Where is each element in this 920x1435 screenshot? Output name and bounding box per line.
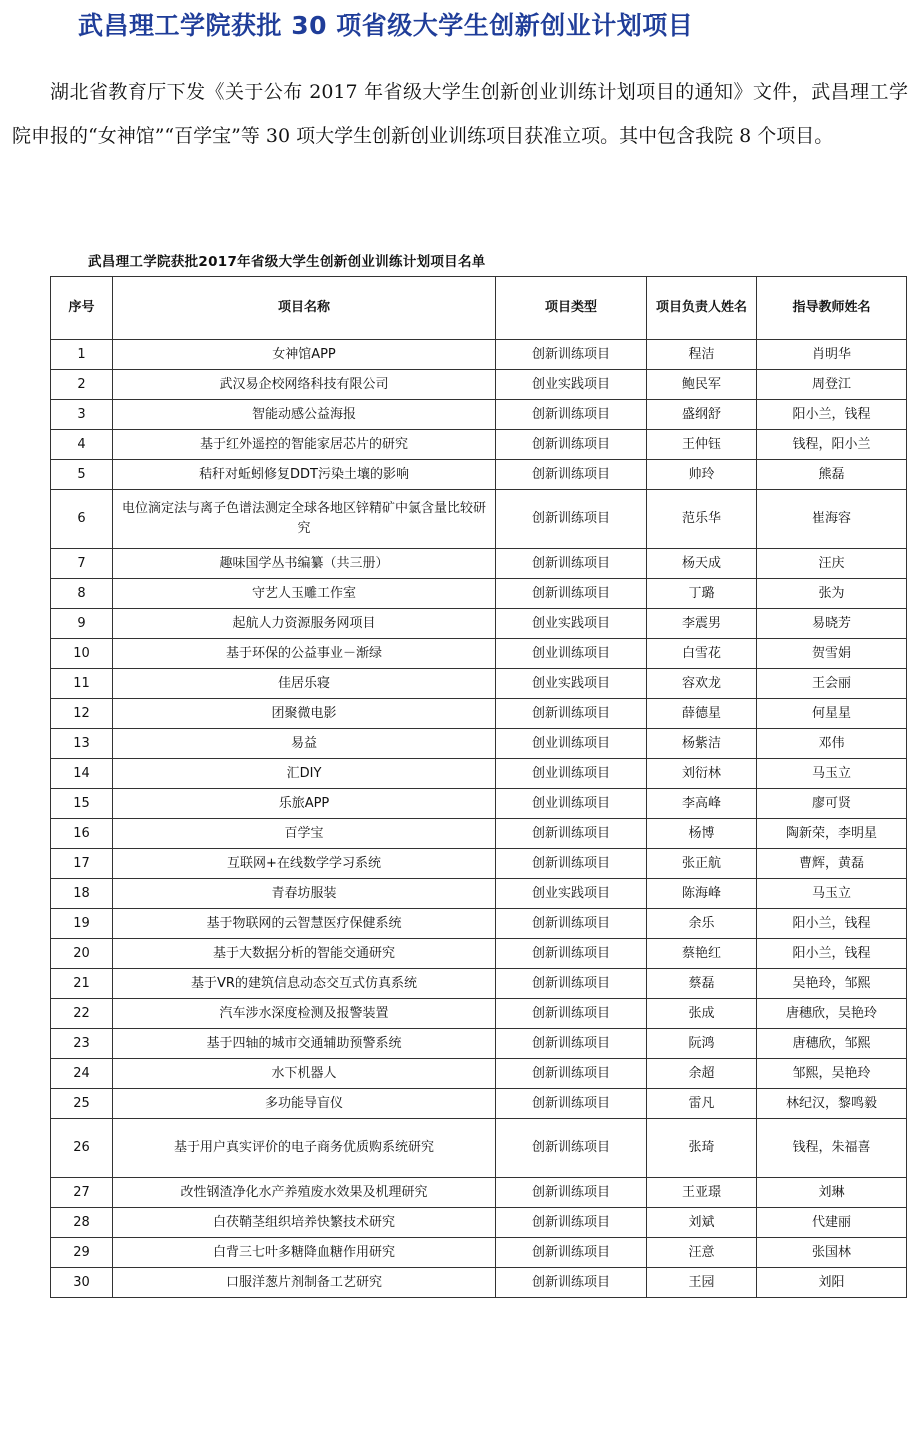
table-row	[51, 669, 907, 699]
cell-leader: 余超	[647, 1059, 757, 1089]
cell-project-type: 创业实践项目	[496, 609, 647, 639]
table-row	[51, 460, 907, 490]
cell-leader: 李高峰	[647, 789, 757, 819]
cell-number: 28	[51, 1208, 113, 1238]
cell-number: 23	[51, 1029, 113, 1059]
table-row	[51, 579, 907, 609]
cell-project-name: 白背三七叶多糖降血糖作用研究	[113, 1238, 496, 1268]
cell-project-type: 创新训练项目	[496, 999, 647, 1029]
cell-advisor: 刘阳	[757, 1268, 907, 1298]
cell-advisor: 林纪汉，黎鸣毅	[757, 1089, 907, 1119]
cell-advisor: 代建丽	[757, 1208, 907, 1238]
cell-leader: 李震男	[647, 609, 757, 639]
cell-advisor: 吴艳玲，邹熙	[757, 969, 907, 999]
cell-leader: 汪意	[647, 1238, 757, 1268]
cell-project-name: 佳居乐寝	[113, 669, 496, 699]
cell-number: 15	[51, 789, 113, 819]
cell-project-type: 创业实践项目	[496, 669, 647, 699]
cell-leader: 杨紫洁	[647, 729, 757, 759]
table-row	[51, 1059, 907, 1089]
table-row	[51, 490, 907, 549]
cell-number: 29	[51, 1238, 113, 1268]
cell-leader: 杨天成	[647, 549, 757, 579]
cell-project-type: 创新训练项目	[496, 579, 647, 609]
table-row	[51, 1029, 907, 1059]
table-row	[51, 1178, 907, 1208]
cell-advisor: 周登江	[757, 370, 907, 400]
cell-advisor: 唐穗欣，邹熙	[757, 1029, 907, 1059]
cell-advisor: 邹熙，吴艳玲	[757, 1059, 907, 1089]
cell-number: 8	[51, 579, 113, 609]
cell-leader: 陈海峰	[647, 879, 757, 909]
cell-leader: 蔡艳红	[647, 939, 757, 969]
cell-project-type: 创新训练项目	[496, 460, 647, 490]
cell-leader: 王亚璟	[647, 1178, 757, 1208]
cell-number: 25	[51, 1089, 113, 1119]
cell-number: 4	[51, 430, 113, 460]
cell-number: 12	[51, 699, 113, 729]
table-row	[51, 909, 907, 939]
cell-leader: 薛德星	[647, 699, 757, 729]
cell-number: 19	[51, 909, 113, 939]
cell-advisor: 邓伟	[757, 729, 907, 759]
cell-project-type: 创新训练项目	[496, 1238, 647, 1268]
cell-project-type: 创新训练项目	[496, 340, 647, 370]
cell-number: 13	[51, 729, 113, 759]
cell-number: 10	[51, 639, 113, 669]
table-row	[51, 1268, 907, 1298]
cell-number: 26	[51, 1119, 113, 1178]
cell-project-name: 多功能导盲仪	[113, 1089, 496, 1119]
project-list-table	[50, 276, 907, 1298]
cell-advisor: 何星星	[757, 699, 907, 729]
cell-number: 18	[51, 879, 113, 909]
table-row	[51, 789, 907, 819]
cell-project-type: 创新训练项目	[496, 939, 647, 969]
cell-advisor: 肖明华	[757, 340, 907, 370]
table-row	[51, 699, 907, 729]
cell-number: 2	[51, 370, 113, 400]
cell-project-name: 智能动感公益海报	[113, 400, 496, 430]
cell-project-name: 基于环保的公益事业－渐绿	[113, 639, 496, 669]
cell-advisor: 阳小兰，钱程	[757, 909, 907, 939]
cell-leader: 王仲钰	[647, 430, 757, 460]
cell-project-name: 电位滴定法与离子色谱法测定全球各地区锌精矿中氯含量比较研究	[113, 490, 496, 549]
cell-advisor: 易晓芳	[757, 609, 907, 639]
cell-number: 7	[51, 549, 113, 579]
cell-advisor: 唐穗欣，吴艳玲	[757, 999, 907, 1029]
cell-project-name: 水下机器人	[113, 1059, 496, 1089]
cell-leader: 鲍民军	[647, 370, 757, 400]
cell-leader: 刘衍林	[647, 759, 757, 789]
cell-leader: 容欢龙	[647, 669, 757, 699]
table-row	[51, 1119, 907, 1178]
cell-advisor: 钱程，阳小兰	[757, 430, 907, 460]
header-cell-advisor: 指导教师姓名	[757, 277, 907, 340]
header-cell-leader: 项目负责人姓名	[647, 277, 757, 340]
cell-project-type: 创新训练项目	[496, 1208, 647, 1238]
table-caption: 武昌理工学院获批2017年省级大学生创新创业训练计划项目名单	[88, 254, 486, 270]
cell-project-name: 武汉易企校网络科技有限公司	[113, 370, 496, 400]
cell-project-type: 创新训练项目	[496, 1178, 647, 1208]
table-row	[51, 1208, 907, 1238]
cell-project-type: 创业训练项目	[496, 789, 647, 819]
cell-project-name: 改性钢渣净化水产养殖废水效果及机理研究	[113, 1178, 496, 1208]
cell-project-name: 基于红外遥控的智能家居芯片的研究	[113, 430, 496, 460]
cell-project-type: 创新训练项目	[496, 400, 647, 430]
cell-project-name: 乐旅APP	[113, 789, 496, 819]
header-cell-project-type: 项目类型	[496, 277, 647, 340]
table-row	[51, 729, 907, 759]
cell-number: 17	[51, 849, 113, 879]
header-cell-project-name: 项目名称	[113, 277, 496, 340]
article-headline: 武昌理工学院获批 30 项省级大学生创新创业计划项目	[78, 11, 694, 40]
cell-project-type: 创业实践项目	[496, 879, 647, 909]
table-row	[51, 939, 907, 969]
cell-advisor: 熊磊	[757, 460, 907, 490]
table-row	[51, 430, 907, 460]
cell-project-type: 创新训练项目	[496, 1268, 647, 1298]
cell-project-type: 创新训练项目	[496, 1059, 647, 1089]
cell-leader: 余乐	[647, 909, 757, 939]
cell-advisor: 贺雪娟	[757, 639, 907, 669]
cell-project-type: 创业训练项目	[496, 729, 647, 759]
cell-number: 9	[51, 609, 113, 639]
table-row	[51, 639, 907, 669]
cell-project-type: 创新训练项目	[496, 430, 647, 460]
cell-project-name: 基于大数据分析的智能交通研究	[113, 939, 496, 969]
cell-advisor: 陶新荣，李明星	[757, 819, 907, 849]
cell-advisor: 张为	[757, 579, 907, 609]
cell-advisor: 张国林	[757, 1238, 907, 1268]
cell-leader: 张成	[647, 999, 757, 1029]
cell-project-type: 创新训练项目	[496, 969, 647, 999]
cell-project-name: 基于VR的建筑信息动态交互式仿真系统	[113, 969, 496, 999]
cell-advisor: 王会丽	[757, 669, 907, 699]
cell-project-name: 百学宝	[113, 819, 496, 849]
cell-project-type: 创新训练项目	[496, 909, 647, 939]
cell-project-type: 创新训练项目	[496, 490, 647, 549]
cell-advisor: 曹辉，黄磊	[757, 849, 907, 879]
cell-project-name: 基于用户真实评价的电子商务优质购系统研究	[113, 1119, 496, 1178]
cell-leader: 杨博	[647, 819, 757, 849]
cell-project-name: 青春坊服装	[113, 879, 496, 909]
cell-advisor: 汪庆	[757, 549, 907, 579]
cell-project-type: 创新训练项目	[496, 1089, 647, 1119]
cell-project-type: 创新训练项目	[496, 699, 647, 729]
table-row	[51, 1089, 907, 1119]
cell-number: 5	[51, 460, 113, 490]
cell-advisor: 马玉立	[757, 759, 907, 789]
cell-leader: 张正航	[647, 849, 757, 879]
cell-project-type: 创新训练项目	[496, 849, 647, 879]
header-cell-number: 序号	[51, 277, 113, 340]
cell-advisor: 崔海容	[757, 490, 907, 549]
cell-number: 20	[51, 939, 113, 969]
table-row	[51, 759, 907, 789]
cell-project-type: 创业训练项目	[496, 759, 647, 789]
cell-project-type: 创新训练项目	[496, 549, 647, 579]
table-row	[51, 969, 907, 999]
table-header-row	[51, 277, 907, 340]
cell-number: 27	[51, 1178, 113, 1208]
cell-number: 16	[51, 819, 113, 849]
cell-leader: 盛纲舒	[647, 400, 757, 430]
cell-number: 1	[51, 340, 113, 370]
cell-project-name: 汇DIY	[113, 759, 496, 789]
cell-project-name: 基于物联网的云智慧医疗保健系统	[113, 909, 496, 939]
table-row	[51, 849, 907, 879]
cell-project-type: 创业训练项目	[496, 639, 647, 669]
cell-number: 30	[51, 1268, 113, 1298]
table-row	[51, 999, 907, 1029]
cell-advisor: 钱程，朱福喜	[757, 1119, 907, 1178]
cell-project-type: 创新训练项目	[496, 819, 647, 849]
cell-project-name: 白茯鞘茎组织培养快繁技术研究	[113, 1208, 496, 1238]
cell-advisor: 廖可贤	[757, 789, 907, 819]
cell-project-name: 秸秆对蚯蚓修复DDT污染土壤的影响	[113, 460, 496, 490]
cell-advisor: 阳小兰，钱程	[757, 939, 907, 969]
cell-number: 24	[51, 1059, 113, 1089]
cell-leader: 程洁	[647, 340, 757, 370]
cell-project-name: 团聚微电影	[113, 699, 496, 729]
cell-leader: 丁璐	[647, 579, 757, 609]
cell-leader: 范乐华	[647, 490, 757, 549]
cell-leader: 雷凡	[647, 1089, 757, 1119]
table-row	[51, 609, 907, 639]
cell-number: 21	[51, 969, 113, 999]
cell-project-name: 女神馆APP	[113, 340, 496, 370]
article-paragraph: 湖北省教育厅下发《关于公布 2017 年省级大学生创新创业训练计划项目的通知》文件，武昌理工学院申报的“女神馆”“百学宝”等 30 项大学生创新创业训练项目获准立项。其中包含我院 8 个项目。	[12, 81, 908, 147]
cell-leader: 蔡磊	[647, 969, 757, 999]
cell-project-name: 口服洋葱片剂制备工艺研究	[113, 1268, 496, 1298]
cell-project-name: 互联网+在线数学学习系统	[113, 849, 496, 879]
table-row	[51, 340, 907, 370]
table-row	[51, 879, 907, 909]
cell-project-name: 易益	[113, 729, 496, 759]
cell-project-type: 创新训练项目	[496, 1119, 647, 1178]
table-row	[51, 819, 907, 849]
cell-project-type: 创业实践项目	[496, 370, 647, 400]
cell-project-name: 趣味国学丛书编纂（共三册）	[113, 549, 496, 579]
table-row	[51, 400, 907, 430]
cell-leader: 张琦	[647, 1119, 757, 1178]
cell-number: 3	[51, 400, 113, 430]
cell-number: 6	[51, 490, 113, 549]
cell-number: 22	[51, 999, 113, 1029]
cell-advisor: 阳小兰，钱程	[757, 400, 907, 430]
cell-advisor: 马玉立	[757, 879, 907, 909]
cell-leader: 白雪花	[647, 639, 757, 669]
cell-leader: 帅玲	[647, 460, 757, 490]
cell-number: 14	[51, 759, 113, 789]
table-row	[51, 1238, 907, 1268]
table-row	[51, 370, 907, 400]
cell-leader: 阮鸿	[647, 1029, 757, 1059]
cell-leader: 刘斌	[647, 1208, 757, 1238]
cell-project-name: 汽车涉水深度检测及报警装置	[113, 999, 496, 1029]
cell-number: 11	[51, 669, 113, 699]
table-row	[51, 549, 907, 579]
cell-project-name: 基于四轴的城市交通辅助预警系统	[113, 1029, 496, 1059]
cell-project-name: 守艺人玉雕工作室	[113, 579, 496, 609]
cell-project-type: 创新训练项目	[496, 1029, 647, 1059]
cell-advisor: 刘琳	[757, 1178, 907, 1208]
cell-leader: 王园	[647, 1268, 757, 1298]
cell-project-name: 起航人力资源服务网项目	[113, 609, 496, 639]
